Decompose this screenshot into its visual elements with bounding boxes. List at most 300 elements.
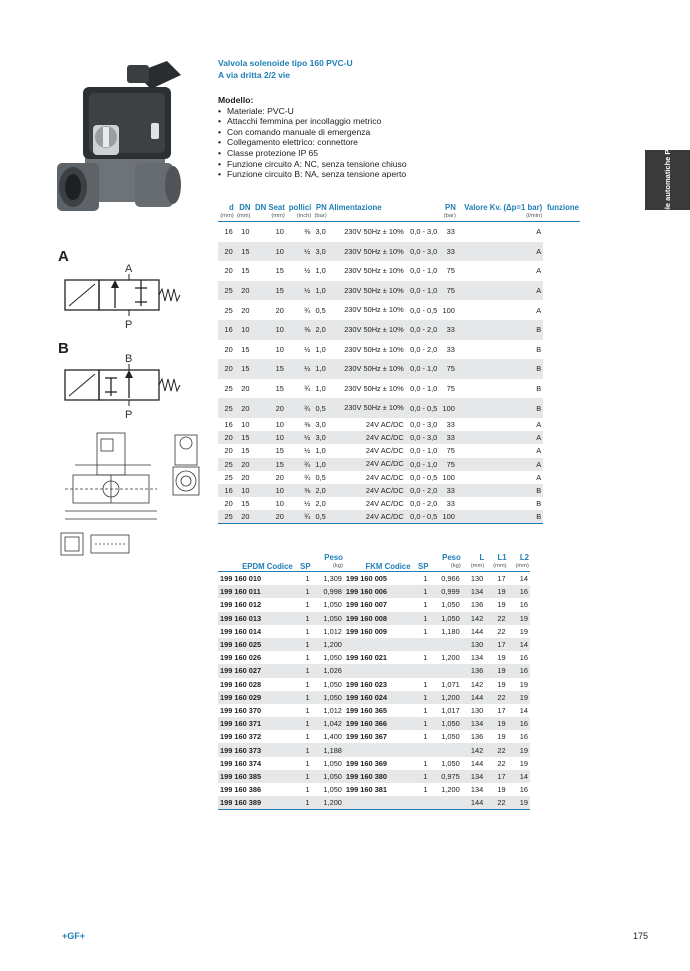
col-l1: L1 (mm) <box>485 553 507 572</box>
table-cell: 15 <box>241 446 250 456</box>
table-cell: 199 160 026 <box>220 653 262 663</box>
model-heading: Modello: <box>218 95 254 105</box>
table-cell: 1,026 <box>312 664 344 677</box>
table-cell: 1,050 <box>323 785 342 795</box>
table-cell: 17 <box>497 705 506 715</box>
table-cell: 2,0 <box>312 484 327 497</box>
table-cell: 1 <box>412 585 430 598</box>
table-cell: 15 <box>275 384 284 394</box>
feature-item: • Attacchi femmina per incollaggio metrico <box>218 116 407 127</box>
table-cell: 22 <box>497 626 506 636</box>
table-cell: 15 <box>235 359 252 379</box>
table-cell: 17 <box>497 574 506 584</box>
table-cell: 24V AC/DC <box>365 419 404 429</box>
col-pn-range: PN (bar) <box>439 203 457 222</box>
table-row <box>218 340 580 360</box>
col-alimentazione: Alimentazione <box>328 203 440 222</box>
table-cell: 1 <box>423 600 428 610</box>
table-cell: 199 160 389 <box>218 796 294 810</box>
table-cell: 199 160 385 <box>218 770 294 783</box>
table-cell: 75 <box>446 266 455 276</box>
table-cell: A <box>536 266 542 276</box>
table-cell: 199 160 028 <box>220 679 262 689</box>
table-cell: 1,400 <box>323 732 342 742</box>
table-cell: ¾ <box>286 510 312 524</box>
table-cell: 1,050 <box>441 758 460 768</box>
table-cell: 20 <box>235 398 252 418</box>
table-cell: 1,0 <box>315 384 326 394</box>
table-cell: 199 160 021 <box>345 653 388 663</box>
table-cell: 0,5 <box>312 398 327 418</box>
table-cell: 20 <box>218 431 235 444</box>
table-cell: 199 160 381 <box>345 785 388 795</box>
table-cell: 199 160 374 <box>220 758 262 768</box>
table-cell: 20 <box>218 359 235 379</box>
table-cell: 3,0 <box>312 431 327 444</box>
table-row <box>218 281 580 301</box>
table-cell: 199 160 007 <box>345 600 388 610</box>
table-cell: 1 <box>294 717 312 730</box>
table-cell: 15 <box>241 344 250 354</box>
table-cell: 1 <box>412 612 430 625</box>
table-cell: 230V 50Hz ± 10% <box>328 242 406 262</box>
table-cell: 1,050 <box>312 691 344 704</box>
table-cell: 0,0 - 2,0 <box>406 484 440 497</box>
table-cell: 19 <box>519 758 528 768</box>
spec-table-header <box>218 203 580 222</box>
table-cell: 1,0 <box>315 446 326 456</box>
table-cell: 0,0 - 1,0 <box>410 446 438 456</box>
table-cell: 20 <box>241 472 250 482</box>
table-cell: 24V AC/DC <box>365 446 404 456</box>
table-cell: 1 <box>412 691 430 704</box>
table-cell: 134 <box>462 717 486 730</box>
table-cell: 20 <box>251 398 285 418</box>
valve-product-image <box>55 55 195 240</box>
table-cell: 20 <box>224 266 233 276</box>
table-cell: 10 <box>235 320 252 340</box>
table-cell: 1,200 <box>429 691 461 704</box>
table-cell: 130 <box>470 705 484 715</box>
feature-item: • Materiale: PVC-U <box>218 106 407 117</box>
table-cell: 22 <box>485 796 507 810</box>
table-cell: 1,0 <box>315 266 326 276</box>
table-cell: A <box>457 458 543 471</box>
table-cell: A <box>536 446 542 456</box>
table-cell: 15 <box>241 499 250 509</box>
table-cell: B <box>536 384 542 394</box>
table-cell: 0,0 - 2,0 <box>406 320 440 340</box>
table-cell: 230V 50Hz ± 10% <box>344 227 404 237</box>
col-pn: PN (bar) <box>312 203 327 222</box>
table-cell: 100 <box>439 510 457 524</box>
table-cell: 10 <box>275 499 284 509</box>
table-cell: 0,0 - 0,5 <box>410 472 438 482</box>
section-tab-label: Valvole automatiche PVC-U <box>662 131 672 229</box>
col-dn: DN (mm) <box>235 203 252 222</box>
table-row <box>218 704 530 717</box>
table-cell: 19 <box>508 691 530 704</box>
table-cell: 230V 50Hz ± 10% <box>344 383 404 393</box>
table-cell: 75 <box>439 359 457 379</box>
table-cell: 199 160 380 <box>344 770 412 783</box>
table-cell: 1 <box>305 758 310 768</box>
table-cell: 0,966 <box>441 574 460 584</box>
table-cell: ½ <box>286 359 312 379</box>
table-row <box>218 497 580 510</box>
table-row <box>218 261 580 281</box>
table-cell: 1,188 <box>312 743 344 756</box>
table-cell: 75 <box>446 446 455 456</box>
table-cell: 199 160 027 <box>218 664 294 677</box>
port-a-label: A <box>125 263 133 275</box>
table-cell: 136 <box>470 732 484 742</box>
table-cell: 20 <box>224 499 233 509</box>
table-cell <box>429 743 461 756</box>
table-cell: 1 <box>305 626 310 636</box>
table-cell: 1,0 <box>312 458 327 471</box>
table-cell: ¾ <box>304 384 311 394</box>
table-cell: 19 <box>485 717 507 730</box>
table-cell: 25 <box>218 458 235 471</box>
table-cell: 199 160 365 <box>345 705 388 715</box>
table-cell: 14 <box>519 705 528 715</box>
table-cell <box>344 796 412 810</box>
table-cell: 199 160 369 <box>345 758 388 768</box>
table-cell: 16 <box>508 664 530 677</box>
table-cell: 1,050 <box>312 770 344 783</box>
table-cell: ½ <box>286 431 312 444</box>
table-cell: 1,050 <box>312 612 344 625</box>
feature-item: • Con comando manuale di emergenza <box>218 127 407 138</box>
table-row <box>218 398 580 418</box>
table-cell: A <box>457 431 543 444</box>
table-cell: 136 <box>470 600 484 610</box>
table-cell: 16 <box>224 227 233 237</box>
table-cell: 16 <box>218 484 235 497</box>
table-cell: 0,999 <box>429 585 461 598</box>
page-title <box>218 57 353 81</box>
table-cell: 1 <box>423 653 428 663</box>
table-cell: B <box>457 320 543 340</box>
table-row <box>218 743 530 756</box>
table-cell: 199 160 024 <box>344 691 412 704</box>
table-cell: 19 <box>497 600 506 610</box>
table-cell <box>412 664 430 677</box>
table-row <box>218 598 530 611</box>
table-row <box>218 585 530 598</box>
table-cell: 1,050 <box>323 758 342 768</box>
table-row <box>218 612 530 625</box>
table-cell: 19 <box>508 743 530 756</box>
col-sp: SP <box>294 553 312 572</box>
table-cell: 1 <box>305 574 310 584</box>
table-cell: 1 <box>423 679 428 689</box>
table-cell: 16 <box>519 732 528 742</box>
col-kv: Valore Kv. (Δp=1 bar) (l/min) <box>457 203 543 222</box>
table-cell: 10 <box>241 420 250 430</box>
table-cell: 199 160 013 <box>218 612 294 625</box>
table-cell: 20 <box>275 305 284 315</box>
table-row <box>218 431 580 444</box>
table-cell: ⅜ <box>304 227 311 237</box>
table-cell: 0,0 - 3,0 <box>406 431 440 444</box>
feature-item: • Classe protezione IP 65 <box>218 148 407 159</box>
table-cell: 0,5 <box>315 472 326 482</box>
table-cell: 3,0 <box>312 242 327 262</box>
table-row <box>218 572 530 586</box>
table-cell: 100 <box>442 305 455 315</box>
feature-item: • Funzione circuito A: NC, senza tensione chiuso <box>218 159 407 170</box>
table-cell: B <box>457 510 543 524</box>
table-cell: 199 160 372 <box>220 732 262 742</box>
table-cell: 0,0 - 2,0 <box>410 499 438 509</box>
table-row <box>218 222 580 242</box>
table-cell: 24V AC/DC <box>328 510 406 524</box>
table-row <box>218 691 530 704</box>
table-row <box>218 770 530 783</box>
table-cell: 142 <box>470 679 484 689</box>
table-cell: 15 <box>251 458 285 471</box>
table-cell: 199 160 006 <box>344 585 412 598</box>
col-l: L (mm) <box>462 553 486 572</box>
table-cell: 1 <box>423 705 428 715</box>
gf-logo: +GF+ <box>62 931 86 941</box>
table-row <box>218 783 530 796</box>
table-row <box>218 638 530 651</box>
table-cell: 199 160 366 <box>344 717 412 730</box>
table-cell: B <box>457 484 543 497</box>
table-cell: 20 <box>224 344 233 354</box>
table-cell: 33 <box>446 344 455 354</box>
table-cell: 20 <box>241 305 250 315</box>
table-cell: 134 <box>462 770 486 783</box>
table-cell: ⅜ <box>286 320 312 340</box>
table-cell: 15 <box>251 281 285 301</box>
table-cell: 14 <box>508 770 530 783</box>
table-cell: 1,050 <box>441 732 460 742</box>
table-cell: 1 <box>412 717 430 730</box>
table-cell: 33 <box>446 499 455 509</box>
table-row <box>218 484 580 497</box>
table-cell: A <box>457 281 543 301</box>
dimension-drawing <box>55 425 205 565</box>
table-cell: 134 <box>470 785 484 795</box>
table-cell: 199 160 009 <box>345 626 388 636</box>
table-cell: 144 <box>470 626 484 636</box>
table-cell: ¾ <box>286 398 312 418</box>
table-cell: 17 <box>485 770 507 783</box>
table-cell: A <box>536 472 542 482</box>
table-cell: 1 <box>412 770 430 783</box>
table-cell: 1 <box>305 732 310 742</box>
table-cell: 2,0 <box>315 499 326 509</box>
symbol-b-label: B <box>58 340 69 357</box>
page-number: 175 <box>633 931 649 941</box>
table-cell: 230V 50Hz ± 10% <box>344 305 404 315</box>
title-line-1: Valvola solenoide tipo 160 PVC-U <box>218 58 353 68</box>
table-cell: 144 <box>462 796 486 810</box>
table-row <box>218 418 580 431</box>
table-cell <box>344 638 412 651</box>
table-cell: 33 <box>446 420 455 430</box>
table-cell: 1,071 <box>441 679 460 689</box>
table-cell: 199 160 023 <box>345 679 388 689</box>
table-cell: ½ <box>286 281 312 301</box>
table-cell: 15 <box>275 446 284 456</box>
table-cell <box>412 638 430 651</box>
table-cell: 199 160 014 <box>220 626 262 636</box>
table-cell: 25 <box>224 472 233 482</box>
table-cell <box>429 796 461 810</box>
table-cell: 1 <box>305 600 310 610</box>
table-row <box>218 242 580 262</box>
table-cell: ½ <box>304 266 311 276</box>
table-cell: 1,012 <box>323 705 342 715</box>
table-cell: 1,050 <box>323 679 342 689</box>
table-cell: 199 160 370 <box>220 705 262 715</box>
table-cell: 2,0 <box>312 320 327 340</box>
table-cell: 75 <box>446 384 455 394</box>
table-cell: 1 <box>294 691 312 704</box>
table-cell: 230V 50Hz ± 10% <box>328 320 406 340</box>
table-cell: 0,998 <box>312 585 344 598</box>
table-cell <box>429 664 461 677</box>
col-funzione: funzione <box>543 203 580 222</box>
table-cell: 19 <box>497 732 506 742</box>
table-cell: 199 160 011 <box>218 585 294 598</box>
table-cell: 1,180 <box>441 626 460 636</box>
table-cell: 20 <box>251 510 285 524</box>
table-cell: 1,050 <box>429 612 461 625</box>
table-cell: 20 <box>235 510 252 524</box>
table-cell: 199 160 005 <box>345 574 388 584</box>
table-row <box>218 651 530 664</box>
table-cell: 199 160 373 <box>218 743 294 756</box>
table-cell: 199 160 025 <box>218 638 294 651</box>
table-cell: 134 <box>470 653 484 663</box>
table-cell <box>344 664 412 677</box>
circuit-symbol-a <box>55 262 185 332</box>
table-cell: 14 <box>508 638 530 651</box>
table-cell: 17 <box>485 638 507 651</box>
table-cell: 16 <box>224 420 233 430</box>
table-row <box>218 300 580 320</box>
table-cell: B <box>457 398 543 418</box>
feature-item: • Funzione circuito B: NA, senza tensione aperto <box>218 169 407 180</box>
table-row <box>218 625 530 638</box>
table-cell: 24V AC/DC <box>365 498 404 508</box>
table-row <box>218 359 580 379</box>
table-cell: 20 <box>275 472 284 482</box>
table-cell: 1 <box>294 638 312 651</box>
table-cell: 1,017 <box>441 705 460 715</box>
table-cell: 142 <box>462 612 486 625</box>
table-cell <box>344 743 412 756</box>
table-cell: 19 <box>519 679 528 689</box>
table-cell <box>412 796 430 810</box>
table-cell: 199 160 386 <box>220 785 262 795</box>
table-cell: 20 <box>235 281 252 301</box>
model-description <box>218 95 407 180</box>
table-cell: 1 <box>294 796 312 810</box>
table-cell: A <box>457 242 543 262</box>
table-cell: 19 <box>485 585 507 598</box>
table-cell: 0,0 - 2,0 <box>410 344 438 354</box>
table-cell: 130 <box>470 574 484 584</box>
table-row <box>218 320 580 340</box>
table-cell: ¾ <box>304 305 311 315</box>
table-cell: 1 <box>423 732 428 742</box>
table-row <box>218 379 580 399</box>
table-cell: 1 <box>294 743 312 756</box>
table-cell: 22 <box>485 743 507 756</box>
table-row <box>218 471 580 484</box>
table-cell: 1,200 <box>312 796 344 810</box>
section-tab <box>645 131 690 229</box>
table-cell: 33 <box>446 227 455 237</box>
table-row <box>218 796 530 810</box>
table-cell: 1,050 <box>323 653 342 663</box>
table-cell: 15 <box>275 266 284 276</box>
circuit-symbol-b <box>55 350 185 420</box>
table-cell: 1 <box>423 574 428 584</box>
table-cell: ½ <box>304 446 311 456</box>
table-row <box>218 717 530 730</box>
table-cell: 0,0 - 0,5 <box>410 305 438 315</box>
table-cell: 0,0 - 3,0 <box>406 242 440 262</box>
table-cell: 130 <box>462 638 486 651</box>
feature-item: • Collegamento elettrico: connettore <box>218 137 407 148</box>
table-cell: 199 160 367 <box>345 732 388 742</box>
table-cell: 230V 50Hz ± 10% <box>344 344 404 354</box>
table-cell: ¾ <box>304 472 311 482</box>
table-cell: 33 <box>439 431 457 444</box>
table-cell: 144 <box>462 691 486 704</box>
table-cell: 1,0 <box>315 344 326 354</box>
table-cell: 19 <box>497 653 506 663</box>
table-cell: 199 160 371 <box>218 717 294 730</box>
table-cell: 0,0 - 1,0 <box>410 266 438 276</box>
table-cell: 1,050 <box>441 600 460 610</box>
table-cell: 75 <box>439 281 457 301</box>
table-cell: 19 <box>519 626 528 636</box>
code-table-header <box>218 553 530 572</box>
table-cell: 15 <box>235 431 252 444</box>
table-row <box>218 664 530 677</box>
table-cell: 14 <box>519 574 528 584</box>
table-cell: B <box>536 499 542 509</box>
table-cell: 1 <box>294 664 312 677</box>
col-fkm-codice: FKM Codice <box>344 553 412 572</box>
table-cell: 10 <box>275 344 284 354</box>
table-cell: 199 160 008 <box>344 612 412 625</box>
table-cell: 144 <box>470 758 484 768</box>
table-cell: 3,0 <box>315 227 326 237</box>
feature-list <box>218 106 407 180</box>
table-cell: A <box>536 227 542 237</box>
table-cell: 1,012 <box>323 626 342 636</box>
table-cell: 1 <box>305 785 310 795</box>
table-cell: 0,0 - 1,0 <box>406 458 440 471</box>
table-cell: 24V AC/DC <box>328 484 406 497</box>
table-cell: ⅜ <box>286 484 312 497</box>
table-row <box>218 444 580 457</box>
table-cell: 24V AC/DC <box>365 472 404 482</box>
table-row <box>218 510 580 524</box>
table-cell: 1 <box>294 585 312 598</box>
table-cell: 16 <box>508 585 530 598</box>
